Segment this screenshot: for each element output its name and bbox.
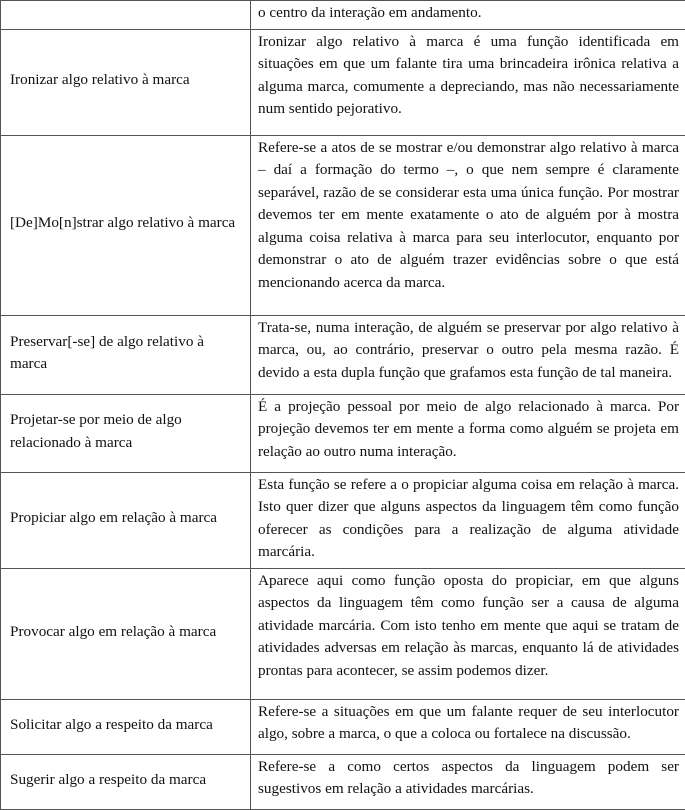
table-row bbox=[1, 29, 685, 135]
table-row bbox=[1, 699, 685, 754]
table-row bbox=[1, 135, 685, 315]
function-cell: Provocar algo em relação à marca bbox=[1, 568, 251, 699]
function-cell: Propiciar algo em relação à marca bbox=[1, 472, 251, 568]
table-row bbox=[1, 754, 685, 809]
description-cell: Esta função se refere a o propiciar alguma coisa em relação à marca. Isto quer dizer que alguns aspectos da linguagem têm como função oferecer as condições para a realização de alguma atividade marcária. bbox=[251, 472, 685, 568]
table-row bbox=[1, 568, 685, 699]
function-cell: Ironizar algo relativo à marca bbox=[1, 29, 251, 135]
table-row bbox=[1, 472, 685, 568]
description-cell: Trata-se, numa interação, de alguém se preservar por algo relativo à marca, ou, ao contrário, preservar o outro pela mesma razão. É devido a esta dupla função que grafamos esta função de tal maneira. bbox=[251, 315, 685, 394]
table-row bbox=[1, 1, 685, 30]
description-cell: Refere-se a como certos aspectos da linguagem podem ser sugestivos em relação a atividades marcárias. bbox=[251, 754, 685, 809]
description-cell: É a projeção pessoal por meio de algo relacionado à marca. Por projeção devemos ter em mente a forma como alguém se projeta em relação ao outro numa interação. bbox=[251, 394, 685, 472]
function-cell bbox=[1, 1, 251, 30]
function-cell: Preservar[-se] de algo relativo à marca bbox=[1, 315, 251, 394]
table-row bbox=[1, 315, 685, 394]
description-cell: Refere-se a situações em que um falante requer de seu interlocutor algo, sobre a marca, o que a coloca ou fortalece na discussão. bbox=[251, 699, 685, 754]
function-cell: [De]Mo[n]strar algo relativo à marca bbox=[1, 135, 251, 315]
description-cell: Aparece aqui como função oposta do propiciar, em que alguns aspectos da linguagem têm como função ser a causa de alguma atividade marcária. Com isto tenho em mente que aqui se tratam de atividades adversas em relação às marcas, enquanto lá de atividades prontas para acontecer, se assim podemos dizer. bbox=[251, 568, 685, 699]
description-cell: Refere-se a atos de se mostrar e/ou demonstrar algo relativo à marca – daí a formação do termo –, o que nem sempre é claramente separável, razão de se considerar esta uma única função. Por mostrar devemos ter em mente exatamente o ato de alguém por à mostra alguma coisa relativa à marca para seu interlocutor, enquanto por demonstrar o ato de alguém trazer evidências sobre o que está mencionando acerca da marca. bbox=[251, 135, 685, 315]
function-cell: Projetar-se por meio de algo relacionado à marca bbox=[1, 394, 251, 472]
function-cell: Sugerir algo a respeito da marca bbox=[1, 754, 251, 809]
description-cell: Ironizar algo relativo à marca é uma função identificada em situações em que um falante tira uma brincadeira irônica relativa a alguma marca, comumente a depreciando, mas não necessariamente num sentido pejorativo. bbox=[251, 29, 685, 135]
table-row bbox=[1, 394, 685, 472]
function-cell: Solicitar algo a respeito da marca bbox=[1, 699, 251, 754]
description-cell: o centro da interação em andamento. bbox=[251, 1, 685, 30]
